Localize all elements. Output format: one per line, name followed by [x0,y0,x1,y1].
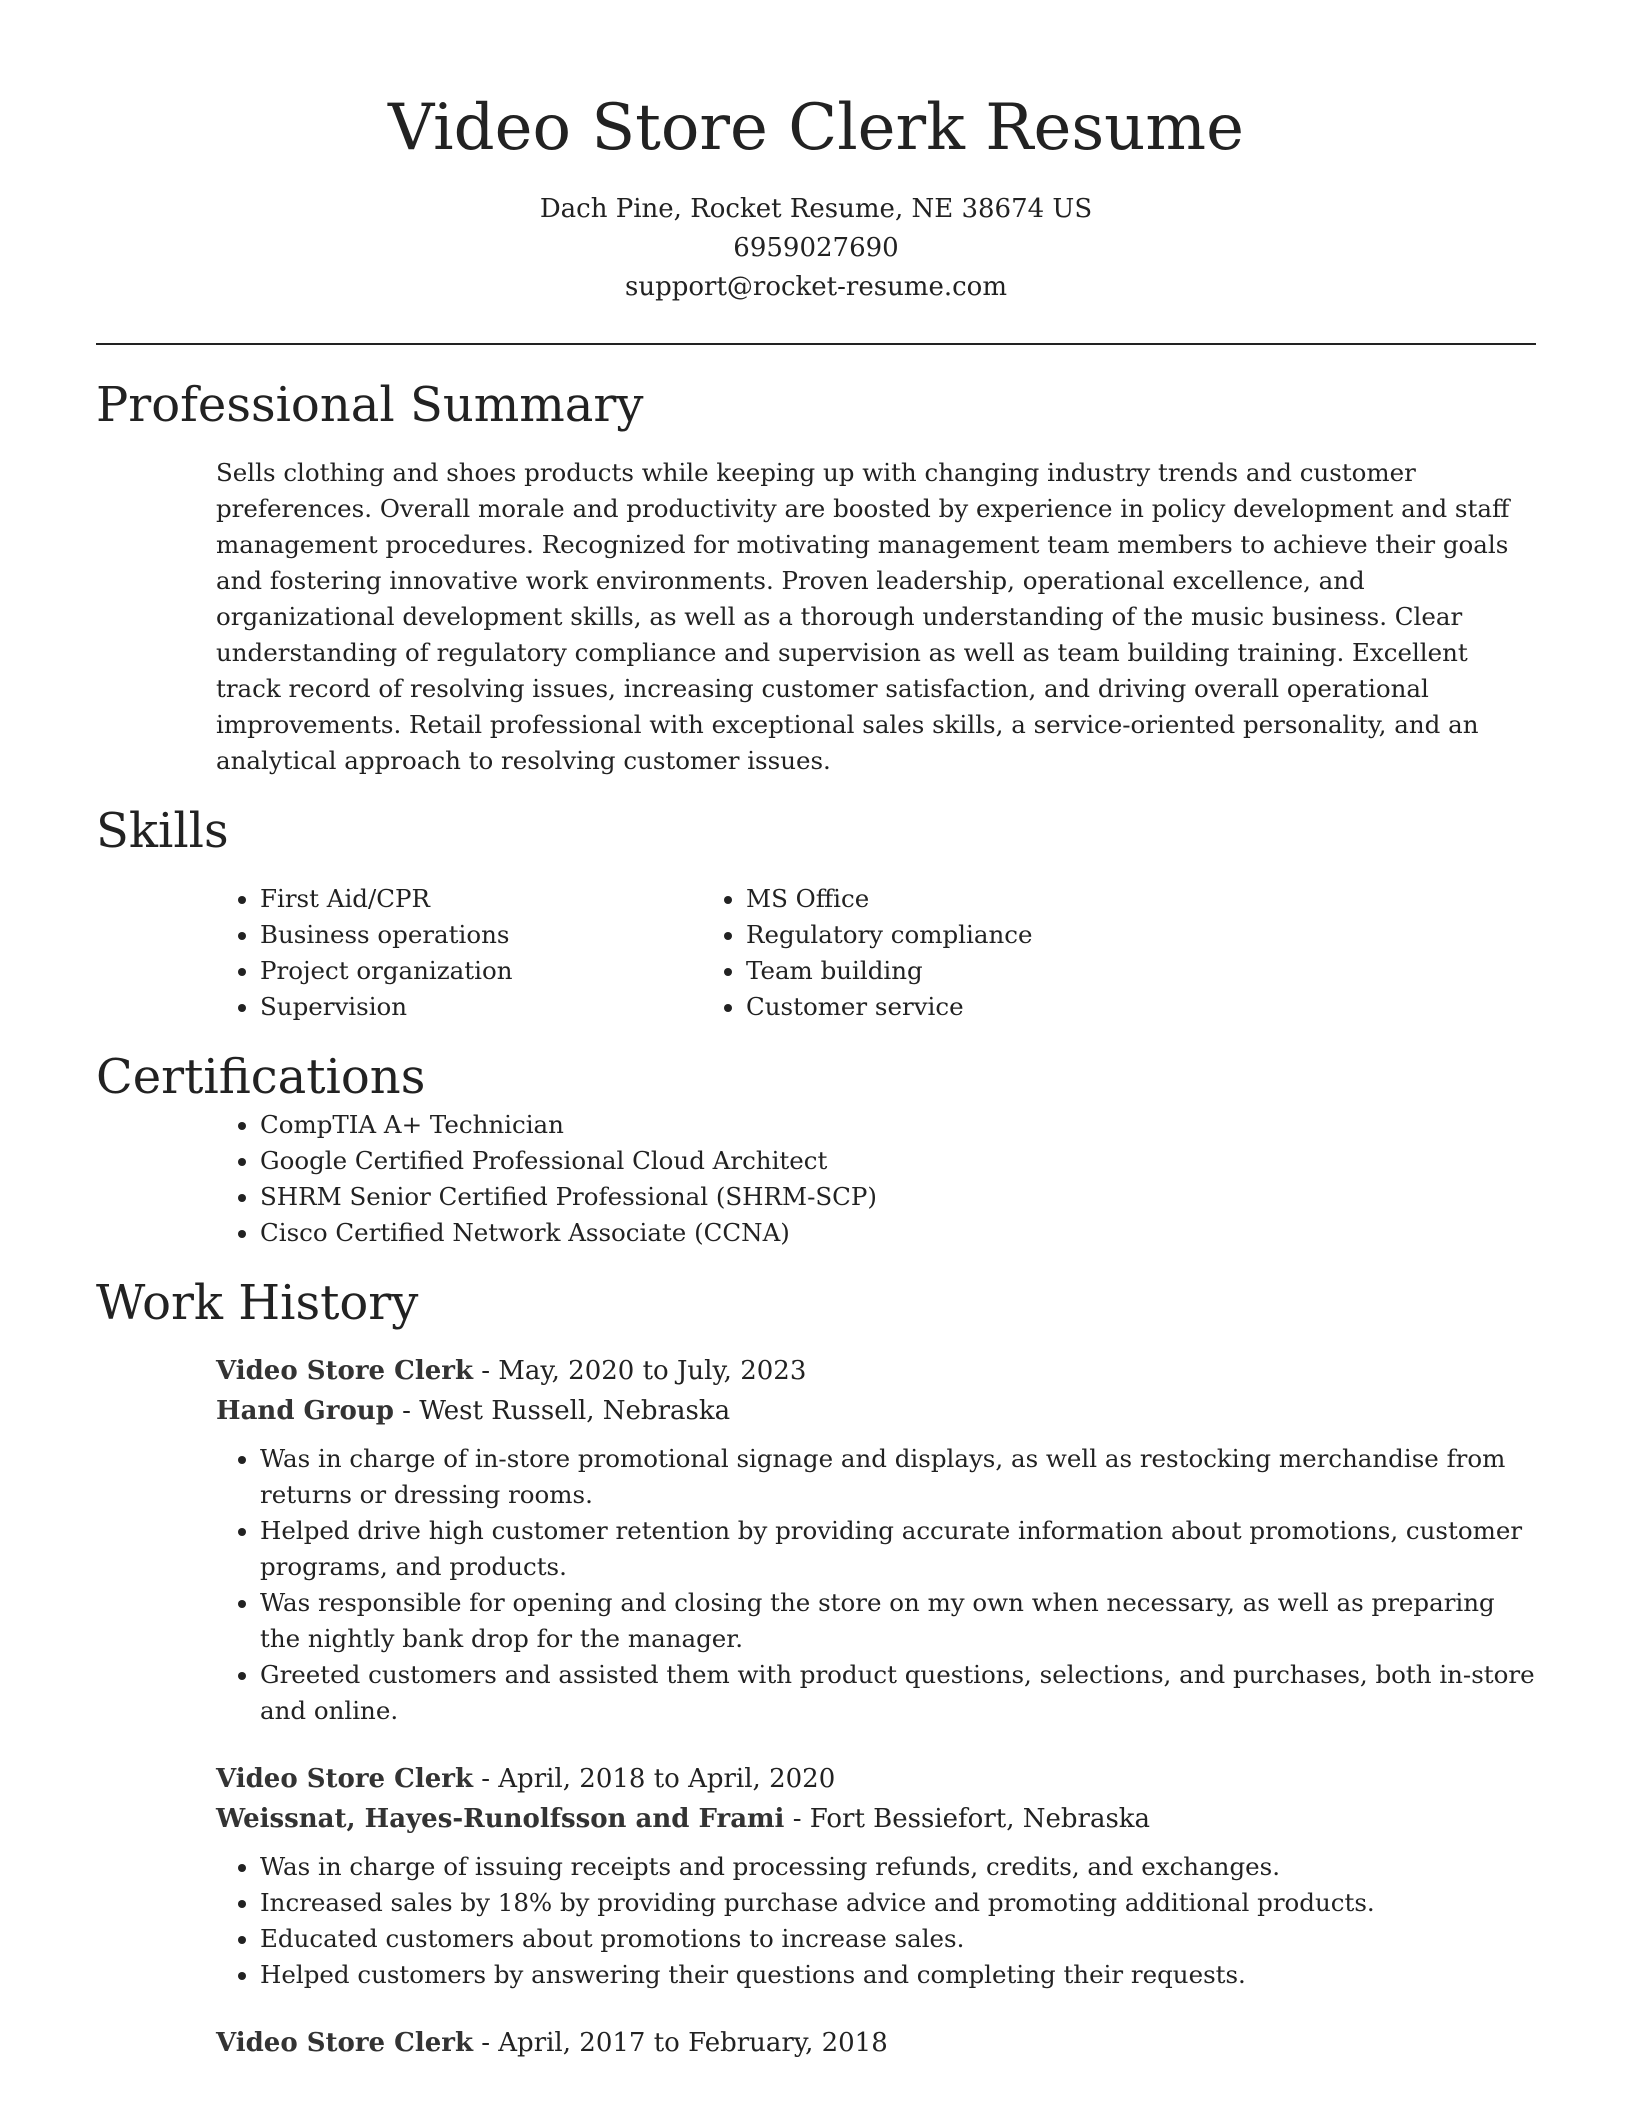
job-company: Hand Group [216,1396,394,1426]
job-bullet-list [216,1849,1540,1993]
contact-email: support@rocket-resume.com [624,272,1007,302]
skill-item: • Supervision [260,989,746,1025]
job-location: - Fort Bessiefort, Nebraska [784,1804,1151,1834]
skill-item: • MS Office [746,881,1396,917]
job-dates: - May, 2020 to July, 2023 [472,1356,807,1386]
job-bullet: • Was in charge of in-store promotional signage and displays, as well as restocking merchandise from returns or dressing rooms. [260,1441,1540,1513]
job-title-line [216,1351,1536,1391]
job-title-line [216,1759,1536,1799]
skill-item: • Customer service [746,989,1396,1025]
skill-item: • Team building [746,953,1396,989]
resume-title: Video Store Clerk Resume [388,91,1244,165]
certification-item: • SHRM Senior Certified Professional (SHRM-SCP) [260,1179,1536,1215]
summary-heading: Professional Summary [96,377,644,433]
job-title: Video Store Clerk [216,1356,473,1386]
skill-item: • Project organization [260,953,746,989]
work-history-section [96,1273,1536,2063]
skills-grid [96,881,1536,1025]
job-entry [216,1351,1536,1729]
job-company-line [216,1799,1536,1839]
skills-heading: Skills [96,803,229,859]
job-location: - West Russell, Nebraska [393,1396,731,1426]
skill-item: • First Aid/CPR [260,881,746,917]
job-bullet: • Increased sales by 18% by providing purchase advice and promoting additional products. [260,1885,1540,1921]
job-bullet: • Educated customers about promotions to increase sales. [260,1921,1540,1957]
summary-text: Sells clothing and shoes products while keeping up with changing industry trends and customer preferences. Overall morale and productivity are boosted by experience in policy development and staff management procedures. Recognized for motivating management team members to achieve their goals and fostering innovative work environments. Proven leadership, operational excellence, and organizational development skills, as well as a thorough understanding of the music business. Clear understanding of regulatory compliance and supervision as well as team building training. Excellent track record of resolving issues, increasing customer satisfaction, and driving overall operational improvements. Retail professional with exceptional sales skills, a service-oriented personality, and an analytical approach to resolving customer issues. [216,458,1510,775]
certifications-list [96,1107,1536,1251]
job-dates: - April, 2017 to February, 2018 [472,2028,888,2058]
contact-phone: 6959027690 [733,233,899,263]
job-dates: - April, 2018 to April, 2020 [472,1764,836,1794]
job-title: Video Store Clerk [216,1764,473,1794]
job-company-line [216,1391,1536,1431]
job-bullet: • Greeted customers and assisted them with product questions, selections, and purchases, both in-store and online. [260,1657,1540,1729]
resume-page [96,0,1536,2063]
job-bullet: • Helped customers by answering their questions and completing their requests. [260,1957,1540,1993]
skills-list-right [582,881,1396,1025]
certification-item: • CompTIA A+ Technician [260,1107,1536,1143]
summary-section [96,375,1536,779]
skill-item: • Business operations [260,917,746,953]
work-history-heading: Work History [96,1275,419,1331]
contact-block [96,190,1536,307]
certification-item: • Google Certified Professional Cloud Architect [260,1143,1536,1179]
skills-section [96,801,1536,1025]
header-divider [96,343,1536,345]
job-bullet: • Was responsible for opening and closing the store on my own when necessary, as well as preparing the nightly bank drop for the manager. [260,1585,1540,1657]
job-bullet-list [216,1441,1540,1729]
certification-item: • Cisco Certified Network Associate (CCNA) [260,1215,1536,1251]
certifications-heading: Certifications [96,1049,426,1105]
job-company: Weissnat, Hayes-Runolfsson and Frami [216,1804,785,1834]
skills-column-right [746,881,1396,1025]
resume-header [96,0,1536,307]
job-entry [216,1759,1536,1993]
skill-item: • Regulatory compliance [746,917,1396,953]
job-bullet: • Helped drive high customer retention by providing accurate information about promotions, customer programs, and products. [260,1513,1540,1585]
job-bullet: • Was in charge of issuing receipts and processing refunds, credits, and exchanges. [260,1849,1540,1885]
job-title: Video Store Clerk [216,2028,473,2058]
contact-address: Dach Pine, Rocket Resume, NE 38674 US [539,194,1093,224]
certifications-section [96,1047,1536,1251]
job-title-line [216,2023,1536,2063]
job-entry [216,2023,1536,2063]
